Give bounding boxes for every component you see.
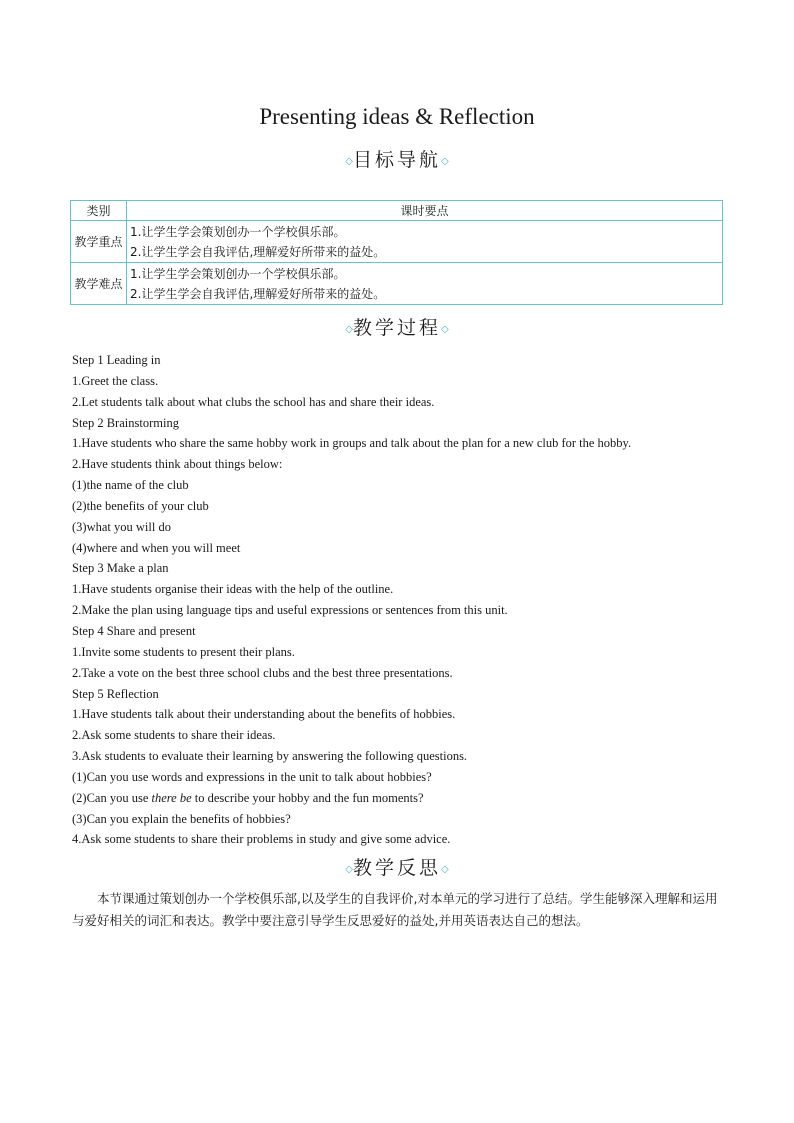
process-line: 2.Let students talk about what clubs the school has and share their ideas. <box>72 394 435 409</box>
section-heading-goals <box>0 148 794 173</box>
point-item: 1.让学生学会策划创办一个学校俱乐部。 <box>130 224 346 239</box>
process-line: (3)Can you explain the benefits of hobbies? <box>72 811 291 826</box>
table-row <box>71 263 723 305</box>
table-header-row <box>71 201 723 221</box>
question-prefix: (2)Can you use <box>72 790 152 805</box>
table-cell-points <box>127 221 723 263</box>
diamond-icon: ◇ <box>441 324 449 335</box>
process-line: 4.Ask some students to share their problems in study and give some advice. <box>72 832 451 847</box>
process-line: (1)the name of the club <box>72 478 189 493</box>
diamond-icon: ◇ <box>441 156 449 167</box>
process-line: (4)where and when you will meet <box>72 540 241 555</box>
point-item: 2.让学生学会自我评估,理解爱好所带来的益处。 <box>130 286 386 301</box>
diamond-icon: ◇ <box>345 864 353 875</box>
process-line: (2)the benefits of your club <box>72 498 209 513</box>
process-line: Step 4 Share and present <box>72 623 196 638</box>
process-line: 2.Make the plan using language tips and useful expressions or sentences from this unit. <box>72 603 508 618</box>
table-header-points: 课时要点 <box>127 201 723 221</box>
question-suffix: to describe your hobby and the fun moments? <box>191 790 424 805</box>
question-italic-term: there be <box>151 790 192 805</box>
table-cell-category: 教学难点 <box>71 263 127 305</box>
lesson-points-table <box>70 200 723 305</box>
process-line: 3.Ask students to evaluate their learning by answering the following questions. <box>72 749 468 764</box>
process-line: 1.Have students who share the same hobby work in groups and talk about the plan for a new club for the hobby. <box>72 436 632 451</box>
process-line <box>72 788 732 809</box>
process-line: 2.Take a vote on the best three school clubs and the best three presentations. <box>72 665 453 680</box>
process-line: 1.Have students talk about their understanding about the benefits of hobbies. <box>72 707 456 722</box>
diamond-icon: ◇ <box>345 324 353 335</box>
point-item: 2.让学生学会自我评估,理解爱好所带来的益处。 <box>130 244 386 259</box>
process-line: 2.Ask some students to share their ideas. <box>72 728 276 743</box>
table-cell-category: 教学重点 <box>71 221 127 263</box>
process-line: Step 1 Leading in <box>72 353 161 367</box>
process-line: 1.Have students organise their ideas with the help of the outline. <box>72 582 394 597</box>
diamond-icon: ◇ <box>345 156 353 167</box>
point-item: 1.让学生学会策划创办一个学校俱乐部。 <box>130 266 346 281</box>
section-heading-process <box>0 316 794 341</box>
process-line: Step 5 Reflection <box>72 686 159 701</box>
process-line: 1.Invite some students to present their plans. <box>72 644 295 659</box>
process-line: 1.Greet the class. <box>72 373 159 388</box>
process-body <box>72 350 732 850</box>
process-line: 2.Have students think about things below: <box>72 457 283 472</box>
diamond-icon: ◇ <box>441 864 449 875</box>
process-line: Step 3 Make a plan <box>72 561 169 576</box>
section-heading-reflection <box>0 856 794 881</box>
table-header-category: 类别 <box>71 201 127 221</box>
process-line: (1)Can you use words and expressions in the unit to talk about hobbies? <box>72 769 432 784</box>
section-heading-process-label: 教学过程 <box>352 317 441 339</box>
table-row <box>71 221 723 263</box>
process-line: (3)what you will do <box>72 519 171 534</box>
table-cell-points <box>127 263 723 305</box>
section-heading-goals-label: 目标导航 <box>352 149 441 171</box>
reflection-paragraph: 本节课通过策划创办一个学校俱乐部,以及学生的自我评价,对本单元的学习进行了总结。学生能够深入理解和运用与爱好相关的词汇和表达。教学中要注意引导学生反思爱好的益处,并用英语表达自己的想法。 <box>72 891 718 928</box>
page-title: Presenting ideas & Reflection <box>259 104 535 129</box>
process-line: Step 2 Brainstorming <box>72 415 179 430</box>
section-heading-reflection-label: 教学反思 <box>352 857 441 879</box>
